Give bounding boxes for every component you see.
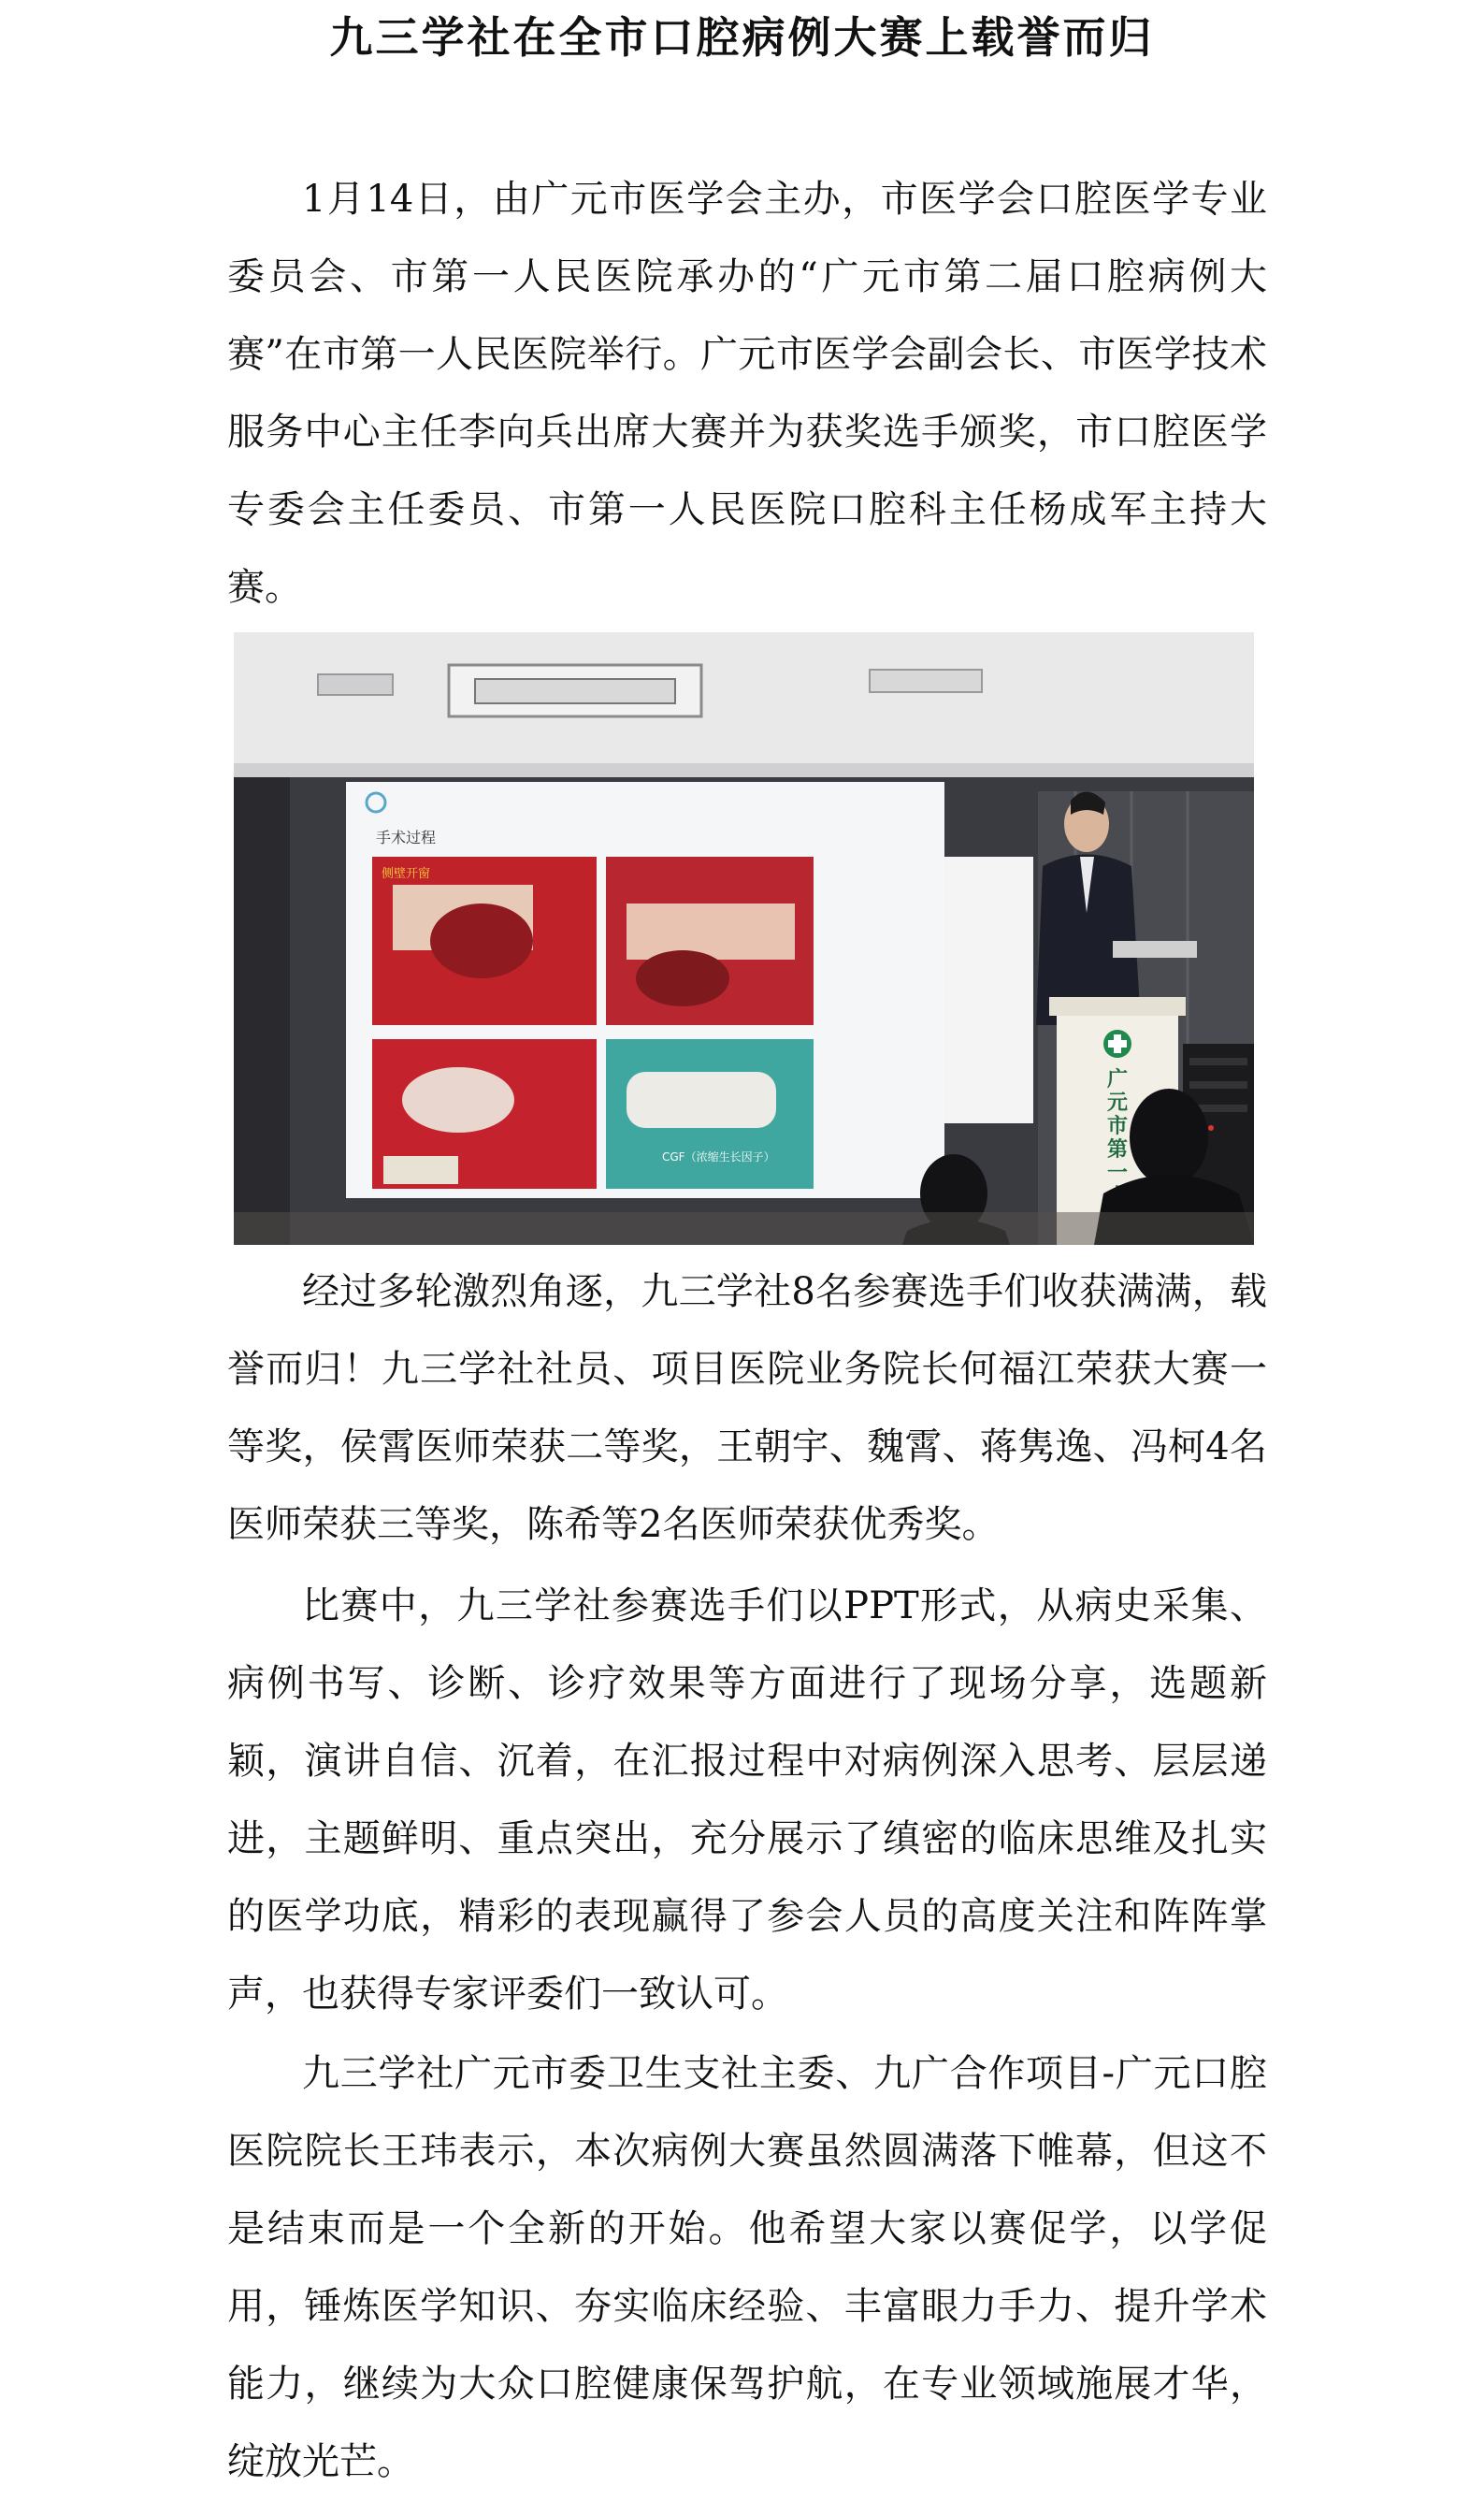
article-paragraph-4: 九三学社广元市委卫生支社主委、九广合作项目-广元口腔医院院长王玮表示，本次病例大赛虽然圆满落下帷幕，但这不是结束而是一个全新的开始。他希望大家以赛促学，以学促用，锤炼医学知识、夯实临床经验、丰富眼力手力、提升学术能力，继续为大众口腔健康保驾护航，在专业领域施展才华，绽放光芒。 — [227, 2052, 1267, 2483]
article-title: 九三学社在全市口腔病例大赛上载誉而归 — [329, 12, 1155, 63]
podium-char: 一 — [1106, 1162, 1129, 1185]
article-paragraph-2: 经过多轮激烈角逐，九三学社8名参赛选手们收获满满，载誉而归！九三学社社员、项目医院业务院长何福江荣获大赛一等奖，侯霄医师荣获二等奖，王朝宇、魏霄、蒋隽逸、冯柯4名医师荣获三等奖，陈希等2名医师荣获优秀奖。 — [227, 1270, 1267, 1546]
event-photo — [234, 632, 1254, 1245]
article-paragraph-1: 1月14日，由广元市医学会主办，市医学会口腔医学专业委员会、市第一人民医院承办的“广元市第二届口腔病例大赛”在市第一人民医院举行。广元市医学会副会长、市医学技术服务中心主任李向兵出席大赛并为获奖选手颁奖，市口腔医学专委会主任委员、市第一人民医院口腔科主任杨成军主持大赛。 — [227, 178, 1267, 609]
article-paragraph-3: 比赛中，九三学社参赛选手们以PPT形式，从病史采集、病例书写、诊断、诊疗效果等方面进行了现场分享，选题新颖，演讲自信、沉着，在汇报过程中对病例深入思考、层层递进，主题鲜明、重点突出，充分展示了缜密的临床思维及扎实的医学功底，精彩的表现赢得了参会人员的高度关注和阵阵掌声，也获得专家评委们一致认可。 — [227, 1584, 1267, 2016]
podium-char: 市 — [1106, 1115, 1129, 1138]
slide-heading: 手术过程 — [376, 829, 437, 846]
podium-char: 广 — [1106, 1068, 1129, 1091]
podium-char: 第 — [1106, 1138, 1129, 1162]
slide-label-4: CGF（浓缩生长因子） — [662, 1150, 775, 1164]
podium-char: 元 — [1106, 1091, 1129, 1115]
presentation-slide — [346, 782, 944, 1198]
slide-label-1: 侧壁开窗 — [382, 867, 431, 881]
